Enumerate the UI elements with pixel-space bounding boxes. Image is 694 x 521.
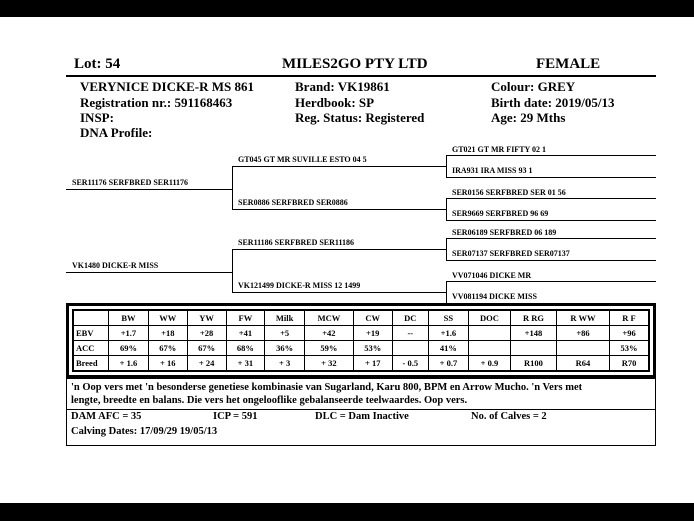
epd-cell: R RG <box>511 311 557 326</box>
herdbook: Herdbook: SP <box>295 95 375 110</box>
epd-cell <box>392 341 428 356</box>
epd-cell: FW <box>226 311 265 326</box>
dsd-line <box>446 260 656 261</box>
ss-connector <box>446 155 447 177</box>
epd-cell: + 16 <box>148 356 187 371</box>
epd-cell: 67% <box>187 341 226 356</box>
epd-cell: Breed <box>74 356 109 371</box>
epd-cell: +1.7 <box>109 326 149 341</box>
brand: Brand: VK19861 <box>295 79 390 94</box>
epd-cell <box>556 341 609 356</box>
dd-connector <box>446 281 447 303</box>
pedigree-dam-sire: SER11186 SERFBRED SER11186 <box>238 238 355 247</box>
epd-cell: DC <box>392 311 428 326</box>
epd-cell: DOC <box>468 311 510 326</box>
registration-status: Reg. Status: Registered <box>295 110 425 125</box>
epd-cell: + 1.6 <box>109 356 149 371</box>
pedigree-sss: GT021 GT MR FIFTY 02 1 <box>452 145 547 154</box>
epd-ebv-row <box>74 326 649 341</box>
birth-date: Birth date: 2019/05/13 <box>491 95 615 110</box>
animal-sex: FEMALE <box>536 56 601 72</box>
epd-cell: +18 <box>148 326 187 341</box>
epd-cell: +96 <box>610 326 649 341</box>
lot-sheet <box>0 17 694 503</box>
header-rule <box>66 75 656 77</box>
epd-cell: Milk <box>265 311 305 326</box>
epd-cell: WW <box>148 311 187 326</box>
pedigree-sire-dam: SER0886 SERFBRED SER0886 <box>238 198 348 207</box>
registration-number: Registration nr.: 591168463 <box>80 95 233 110</box>
age: Age: 29 Mths <box>491 110 566 125</box>
epd-cell: 68% <box>226 341 265 356</box>
epd-cell: BW <box>109 311 149 326</box>
epd-cell: + 32 <box>304 356 353 371</box>
epd-cell: SS <box>428 311 468 326</box>
ds-line <box>232 249 446 250</box>
epd-cell: CW <box>353 311 392 326</box>
epd-cell: 53% <box>353 341 392 356</box>
epd-cell: 59% <box>304 341 353 356</box>
epd-cell: EBV <box>74 326 109 341</box>
epd-cell: +19 <box>353 326 392 341</box>
epd-cell: - 0.5 <box>392 356 428 371</box>
epd-cell: R WW <box>556 311 609 326</box>
epd-cell: + 0.9 <box>468 356 510 371</box>
epd-cell: YW <box>187 311 226 326</box>
pedigree-sdd: SER9669 SERFBRED 96 69 <box>452 209 549 218</box>
comment-divider <box>67 409 655 410</box>
comments-box <box>66 378 656 446</box>
sd-line <box>232 209 446 210</box>
epd-cell: R F <box>610 311 649 326</box>
sire-connector <box>232 166 233 209</box>
pedigree-dam-dam: VK121499 DICKE-R MISS 12 1499 <box>238 281 361 290</box>
sire-line <box>66 189 232 190</box>
epd-breed-row <box>74 356 649 371</box>
comment-line-2: lengte, breedte en balans. Die vers het ongelooflike gebalanseerde teelwaardes. Oop vers. <box>71 395 468 406</box>
epd-cell: R70 <box>610 356 649 371</box>
pedigree-dsd: SER07137 SERFBRED SER07137 <box>452 249 570 258</box>
dam-afc: DAM AFC = 35 <box>71 411 142 422</box>
epd-cell: +86 <box>556 326 609 341</box>
sds-line <box>446 198 656 199</box>
epd-cell: 36% <box>265 341 305 356</box>
epd-cell: +1.6 <box>428 326 468 341</box>
calving-dates: Calving Dates: 17/09/29 19/05/13 <box>71 426 218 437</box>
dna-profile: DNA Profile: <box>80 125 153 140</box>
pedigree-sire-sire: GT045 GT MR SUVILLE ESTO 04 5 <box>238 155 367 164</box>
dds-line <box>446 281 656 282</box>
epd-cell: +28 <box>187 326 226 341</box>
epd-cell: ACC <box>74 341 109 356</box>
epd-cell <box>74 311 109 326</box>
comment-line-1: 'n Oop vers met 'n besonderse genetiese kombinasie van Sugarland, Karu 800, BPM en Arrow Mucho. 'n Vers met <box>71 382 583 393</box>
epd-cell: R100 <box>511 356 557 371</box>
number-of-calves: No. of Calves = 2 <box>471 411 547 422</box>
breeder-name: MILES2GO PTY LTD <box>282 56 428 72</box>
epd-cell <box>468 326 510 341</box>
sss-line <box>446 155 656 156</box>
sd-connector <box>446 198 447 220</box>
pedigree-dss: SER06189 SERFBRED 06 189 <box>452 228 557 237</box>
epd-cell: -- <box>392 326 428 341</box>
epd-cell: +42 <box>304 326 353 341</box>
epd-cell: +41 <box>226 326 265 341</box>
epd-cell: + 17 <box>353 356 392 371</box>
lot-number: Lot: 54 <box>74 56 121 72</box>
epd-acc-row <box>74 341 649 356</box>
pedigree-ssd: IRA931 IRA MISS 93 1 <box>452 166 533 175</box>
sdd-line <box>446 220 656 221</box>
epd-header-row <box>74 311 649 326</box>
ss-line <box>232 166 446 167</box>
epd-cell: + 31 <box>226 356 265 371</box>
dlc-status: DLC = Dam Inactive <box>315 411 409 422</box>
epd-cell: R64 <box>556 356 609 371</box>
ssd-line <box>446 177 656 178</box>
pedigree-dds: VV071046 DICKE MR <box>452 271 532 280</box>
dd-line <box>232 292 446 293</box>
pedigree-dam: VK1480 DICKE-R MISS <box>72 261 159 270</box>
insp-label: INSP: <box>80 110 114 125</box>
pedigree-sire: SER11176 SERFBRED SER11176 <box>72 178 189 187</box>
epd-cell: +5 <box>265 326 305 341</box>
dss-line <box>446 238 656 239</box>
epd-cell <box>511 341 557 356</box>
ds-connector <box>446 238 447 260</box>
epd-table-frame <box>66 303 656 378</box>
epd-cell: MCW <box>304 311 353 326</box>
epd-table <box>73 310 649 371</box>
epd-cell: 53% <box>610 341 649 356</box>
epd-cell: + 0.7 <box>428 356 468 371</box>
epd-cell: +148 <box>511 326 557 341</box>
pedigree-sds: SER0156 SERFBRED SER 01 56 <box>452 188 566 197</box>
epd-cell: + 24 <box>187 356 226 371</box>
dam-line <box>66 272 232 273</box>
icp-value: ICP = 591 <box>213 411 258 422</box>
epd-cell: 69% <box>109 341 149 356</box>
epd-cell: + 3 <box>265 356 305 371</box>
epd-cell: 41% <box>428 341 468 356</box>
dam-connector <box>232 249 233 292</box>
animal-name: VERYNICE DICKE-R MS 861 <box>80 79 254 94</box>
epd-cell: 67% <box>148 341 187 356</box>
epd-cell <box>468 341 510 356</box>
colour: Colour: GREY <box>491 79 576 94</box>
pedigree-ddd: VV081194 DICKE MISS <box>452 292 537 301</box>
